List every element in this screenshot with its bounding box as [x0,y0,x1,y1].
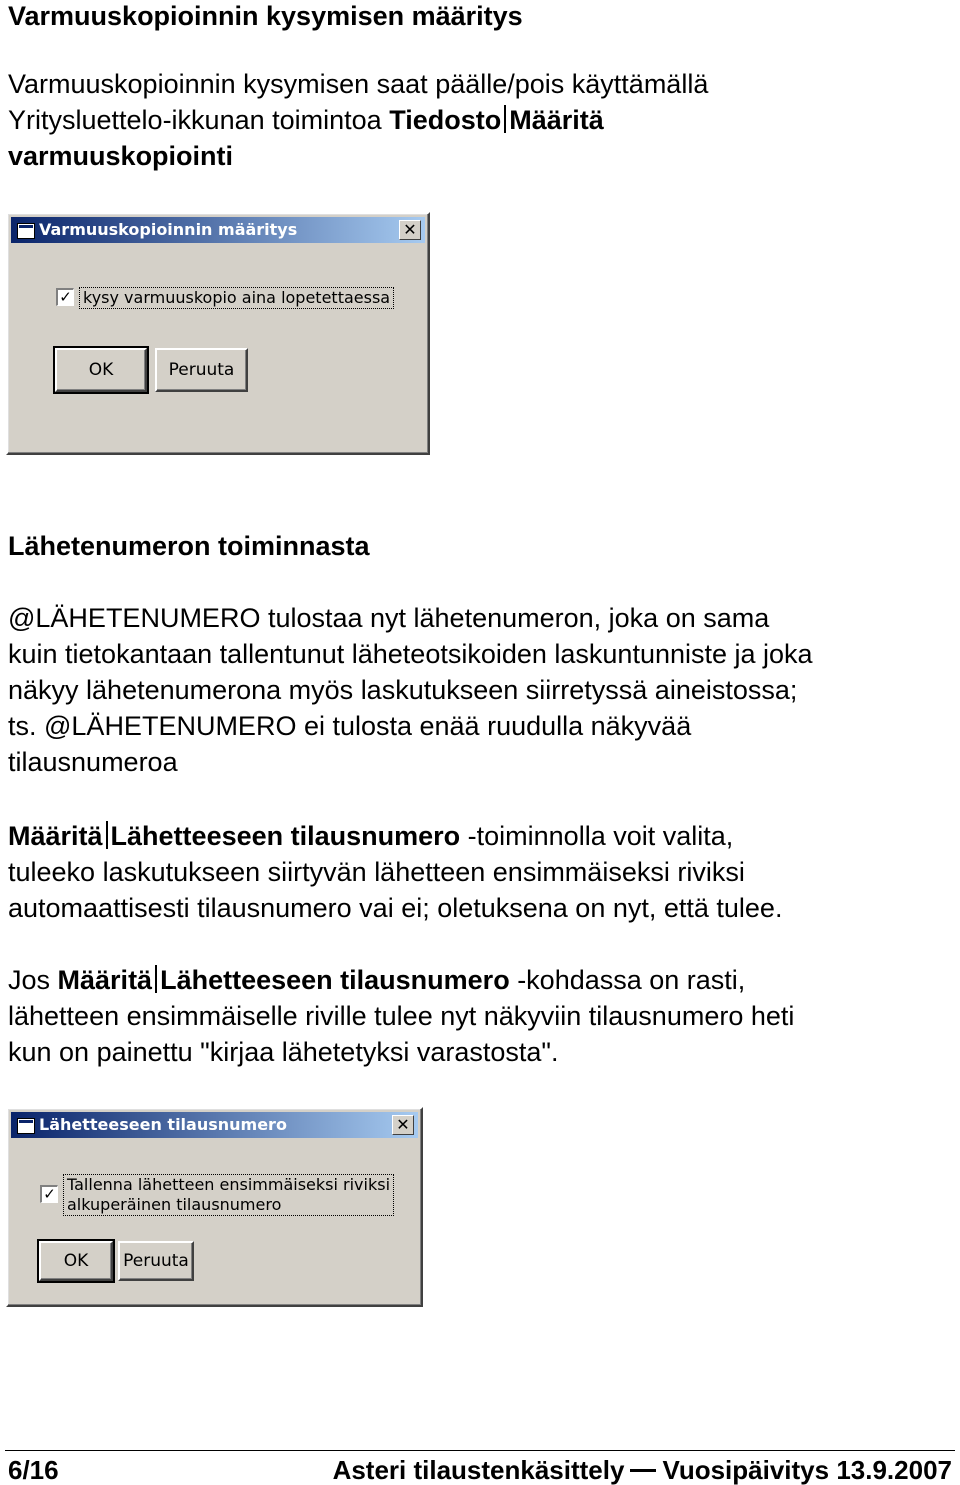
paragraph-line: näkyy lähetenumerona myös laskutukseen siirretyssä aineistossa; [8,675,798,705]
footer-dash [630,1469,656,1472]
paragraph-line: lähetteen ensimmäiselle riville tulee nyt näkyviin tilausnumero heti [8,1001,795,1031]
menu-path-order-number: Lähetteeseen tilausnumero [160,965,510,995]
text-fragment: Yritysluettelo-ikkunan toimintoa [8,105,390,135]
cancel-button[interactable]: Peruuta [118,1241,194,1281]
menu-separator [155,965,157,993]
footer-title [333,1455,952,1485]
section-heading-backup: Varmuuskopioinnin kysymisen määritys [8,1,523,31]
paragraph-line: kuin tietokantaan tallentunut läheteotsikoiden laskuntunniste ja joka [8,639,813,669]
backup-settings-dialog [6,212,430,455]
backup-paragraph [8,66,708,174]
menu-path-file: Tiedosto [389,105,502,135]
footer-rule [5,1450,955,1451]
checked-option-paragraph [8,962,794,1070]
save-order-number-label[interactable] [64,1175,393,1215]
close-icon[interactable]: ✕ [399,220,421,240]
menu-path-define: Määritä [8,821,103,851]
page-number: 6/16 [8,1455,59,1485]
paragraph-line: kun on painettu "kirjaa lähetetyksi varastosta". [8,1037,559,1067]
define-order-number-paragraph [8,818,782,926]
menu-path-define: Määritä [57,965,153,995]
dialog-titlebar [11,217,425,243]
menu-separator [106,821,108,849]
ok-button[interactable]: OK [55,348,147,392]
menu-separator [504,105,506,133]
text-fragment: -kohdassa on rasti, [509,965,746,995]
paragraph-line: tilausnumeroa [8,747,178,777]
backup-text-line: Varmuuskopioinnin kysymisen saat päälle/pois käyttämällä [8,69,709,99]
backup-prompt-checkbox[interactable]: ✓ [56,288,74,306]
paragraph-line: automaattisesti tilausnumero vai ei; oletuksena on nyt, että tulee. [8,893,783,923]
order-number-dialog [6,1107,423,1307]
paragraph-line [8,962,794,998]
paragraph-line: tuleeko laskutukseen siirtyvän lähetteen ensimmäiseksi riviksi [8,857,745,887]
section-heading-dispatch-number: Lähetenumeron toiminnasta [8,531,370,561]
dispatch-number-paragraph [8,600,813,780]
backup-prompt-label[interactable]: kysy varmuuskopio aina lopetettaessa [80,288,393,308]
dialog-titlebar [11,1112,418,1138]
ok-button[interactable]: OK [39,1241,113,1281]
menu-path-order-number: Lähetteeseen tilausnumero [110,821,461,851]
paragraph-line [8,818,782,854]
backup-text-line [8,102,708,138]
window-icon [17,223,35,239]
version-info: Vuosipäivitys 13.9.2007 [662,1455,952,1485]
paragraph-line: @LÄHETENUMERO tulostaa nyt lähetenumeron, joka on sama [8,603,770,633]
dialog-title: Lähetteeseen tilausnumero [39,1115,287,1134]
text-fragment: Jos [8,965,58,995]
save-order-number-checkbox[interactable]: ✓ [40,1185,58,1203]
cancel-button[interactable]: Peruuta [155,348,248,392]
document-title: Asteri tilaustenkäsittely [332,1455,625,1485]
paragraph-line: ts. @LÄHETENUMERO ei tulosta enää ruudulla näkyvää [8,711,692,741]
text-fragment: -toiminnolla voit valita, [460,821,734,851]
menu-path-define: Määritä [509,105,604,135]
menu-path-backup: varmuuskopiointi [8,141,234,171]
label-line: Tallenna lähetteen ensimmäiseksi riviksi [67,1175,391,1194]
window-icon [17,1118,35,1134]
close-icon[interactable]: ✕ [392,1115,414,1135]
dialog-title: Varmuuskopioinnin määritys [39,220,298,239]
label-line: alkuperäinen tilausnumero [67,1195,282,1214]
